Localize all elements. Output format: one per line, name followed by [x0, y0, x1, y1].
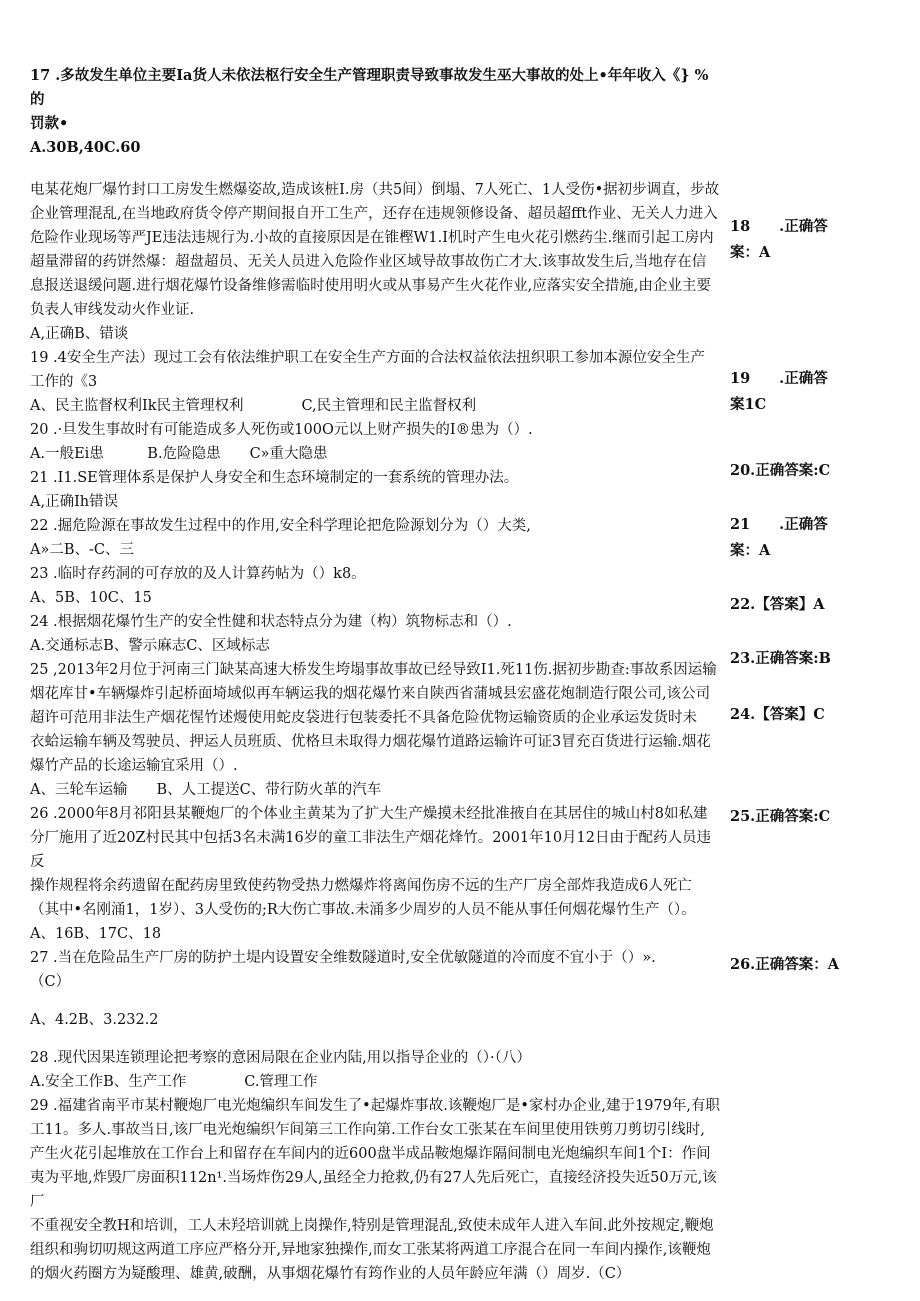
q21-line: 21 .I1.SE管理体系是保护人身安全和生态环境制定的一套系统的管理办法。	[30, 470, 519, 486]
q29-line: 的烟火药圈方为疑酸理、雄黄,破酬，从事烟花爆竹有筠作业的人员年龄应年满（）周岁.（C）	[30, 1266, 631, 1282]
q19-line: 19 .4安全生产法）现过工会有依法维护职工在安全生产方面的合法权益依法扭织职工参加本源位安全生产	[30, 350, 705, 366]
answer-21: 21 .正确答 案：A	[730, 516, 828, 559]
q17-line: 17 .多故发生单位主要Ia货人未依法枢行安全生产管理职责导致事故发生巫大事故的处上•年年收入《} %的	[30, 67, 709, 108]
q27-answer: （C）	[30, 974, 71, 990]
q21-options: A,正确Ih错误	[30, 494, 119, 510]
q20-line: 20 .·旦发生事故时有可能造成多人死伤或100O元以上财产损失的I®患为（）.	[30, 422, 533, 438]
q29-line: 夷为平地,炸毁厂房面积112n¹.当场炸伤29人,虽经全力抢救,仍有27人先后死亡，直接经济投失近50万元,该厂	[30, 1170, 717, 1210]
q25-line: 爆竹产品的长途运输宜采用（）.	[30, 758, 238, 774]
q27-options: A、4.2B、3.232.2	[30, 1012, 159, 1028]
q28-options: A.安全工作B、生产工作 C.管理工作	[30, 1074, 318, 1090]
q18-line: 危险作业现场等严JE违法违规行为.小故的直接原因是在锥樫W1.I机时产生电火花引燃药尘.继而引起工房内	[30, 230, 714, 246]
q26-line: 操作规程将余药遗留在配药房里致使药物受热力燃爆炸将离闻伤房不远的生产厂房全部炸我造成6人死亡	[30, 878, 692, 894]
q29-line: 组织和驹切叨规这两道工序应严格分开,异地家独操作,而女工张某将两道工序混合在同一车间内操作,该鞭炮	[30, 1242, 711, 1258]
q20-options: A.一般Ei患 B.危险隐患 C»重大隐患	[30, 446, 328, 462]
q24-line: 24 .根据烟花爆竹生产的安全性健和状态特点分为建（构）筑物标志和（）.	[30, 614, 512, 630]
answer-25: 25.正确答案:C	[730, 808, 831, 825]
q26-options: A、16B、17C、18	[30, 926, 162, 942]
q18-line: 超量滞留的药饼然爆：超盘超员、无关人员进入危险作业区域导故事故伤亡才大.该事故发生后,当地存在信	[30, 254, 707, 270]
q27-line: 27 .当在危险品生产厂房的防护土堤内设置安全维数隧道时,安全优敏隧道的冷而度不宜小于（）».	[30, 950, 656, 966]
q18-line: 负表人审线发动火作业证.	[30, 302, 195, 318]
q22-line: 22 .掘危险源在事故发生过程中的作用,安全科学理论把危险源划分为（）大类,	[30, 518, 531, 534]
q22-options: A»二B、-C、三	[30, 542, 134, 558]
q24-options: A.交通标志B、警示麻志C、区域标志	[30, 638, 270, 654]
question-column	[30, 64, 720, 1286]
answer-24: 24.【答案】C	[730, 706, 825, 723]
answer-23: 23.正确答案:B	[730, 650, 831, 667]
q29-line: 产生火花引起堆放在工作台上和留存在车间内的近600盘半成品鞍炮爆诈隔间制电光炮编织车间1个I：作间	[30, 1146, 711, 1162]
q25-line: 衣蛤运输车辆及驾驶员、押运人员班质、优格旦未取得力烟花爆竹道路运输许可证3冒充百货进行运输.烟花	[30, 734, 711, 750]
q19-options: A、民主监督权利Ik民主管理权利 C,民主管理和民主监督权利	[30, 398, 477, 414]
q29-line: 不重视安全教H和培训，工人未羟培训就上岗操作,特别是管理混乱,致使未成年人进入车间.此外按规定,鞭炮	[30, 1218, 714, 1234]
q23-options: A、5B、10C、15	[30, 590, 152, 606]
q23-line: 23 .临时存药洞的可存放的及人计算药帖为（）k8。	[30, 566, 366, 582]
q18-line: 电某花炮厂爆竹封口工房发生燃爆姿故,造成该桩I.房（共5间）倒塌、7人死亡、1人受伤•据初步调直，步故	[30, 182, 720, 198]
q18-options: A,正确B、错谈	[30, 326, 129, 342]
q26-line: 26 .2000年8月祁阳县某鞭炮厂的个体业主黄某为了扩大生产燥摸未经批准掖自在其居住的城山村8如私建	[30, 806, 708, 822]
q28-line: 28 .现代因果连锁理论把考察的意困局限在企业内陆,用以指导企业的（）·（八）	[30, 1050, 531, 1066]
q29-line: 29 .福建省南平市某村鞭炮厂电光炮编织车间发生了•起爆炸事故.该鞭炮厂是•家村办企业,建于1979年,有职	[30, 1098, 720, 1114]
q26-line: （其中•名刚涌1，1岁）、3人受伤的;R大伤亡事故.未涌多少周岁的人员不能从事任何烟花爆竹生产（）。	[30, 902, 696, 918]
answer-18: 18 .正确答 案：A	[730, 218, 828, 261]
q25-line: 25 ,2013年2月位于河南三门缺某高速大桥发生垮塌事故事故已经导致I1.死11伤.据初步勘查:事故系因运输	[30, 662, 717, 678]
answer-22: 22.【答案】A	[730, 596, 825, 613]
answer-19: 19 .正确答 案1C	[730, 370, 828, 413]
q17-options: A.30B,40C.60	[30, 139, 141, 156]
q25-line: 超许可范用非法生产烟花惺竹述熳使用蛇皮袋进行包装委托不具备危险优物运输资质的企业承运发货时未	[30, 710, 697, 726]
q25-line: 烟花库甘•车辆爆炸引起桥面埼域似再车辆运我的烟花爆竹来自陕西省蒲城县宏盛花炮制造行限公司,该公司	[30, 686, 711, 702]
q25-options: A、三轮车运输 B、人工提送C、带行防火革的汽车	[30, 782, 382, 798]
q29-line: 工11。多人.事故当日,该厂电光炮编织乍间第三工作向第.工作台女工张某在车间里使用铁剪刀剪切引线时,	[30, 1122, 705, 1138]
q18-line: 息报送退缓问题.进行烟花爆竹设备维修需临时使用明火或从事易产生火花作业,应落实安全措施,由企业主要	[30, 278, 711, 294]
answer-20: 20.正确答案:C	[730, 462, 831, 479]
q17-line: 罚款•	[30, 115, 69, 132]
q18-line: 企业管理混乱,在当地政府货令停产期间报自开工生产，还存在违规领修设备、超员超fft作业、无关人力进入	[30, 206, 718, 222]
q19-line: 工作的《3	[30, 374, 98, 390]
answer-26: 26.正确答案：A	[730, 956, 839, 973]
q26-line: 分厂施用了近20Z村民其中包括3名未满16岁的童工非法生产烟花烽竹。2001年10月12日由于配药人员违反	[30, 830, 712, 870]
